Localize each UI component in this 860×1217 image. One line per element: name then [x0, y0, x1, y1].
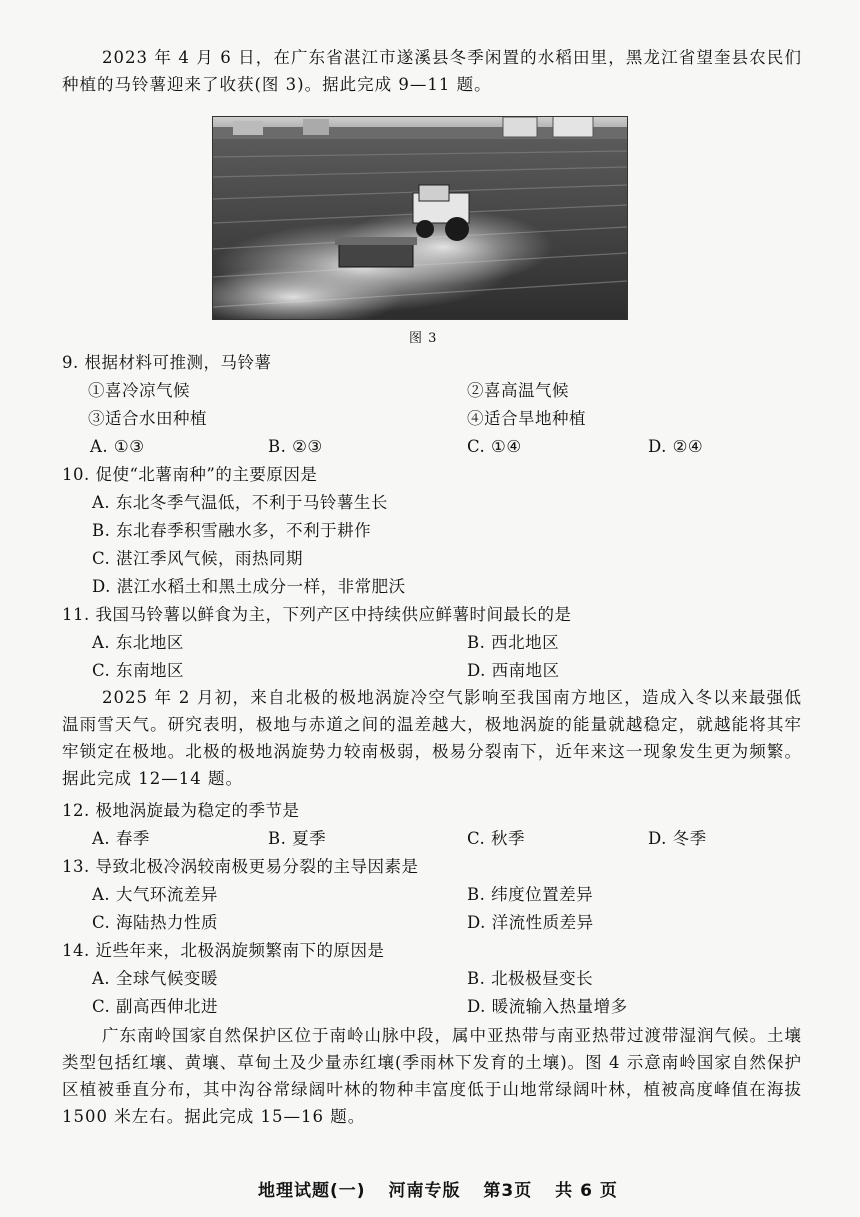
- q13-option-c: C. 海陆热力性质: [92, 913, 219, 932]
- q14-option-a: A. 全球气候变暖: [92, 969, 218, 988]
- q13-option-b: B. 纬度位置差异: [467, 885, 594, 904]
- q10-option-b: B. 东北春季积雪融水多，不利于耕作: [92, 521, 372, 540]
- q9-option-d: D. ②④: [648, 437, 704, 456]
- question-10-stem: 10. 促使“北薯南种”的主要原因是: [62, 465, 318, 484]
- q14-option-c: C. 副高西伸北进: [92, 997, 219, 1016]
- q9-option-b: B. ②③: [268, 437, 323, 456]
- q10-option-d: D. 湛江水稻土和黑土成分一样，非常肥沃: [92, 577, 406, 596]
- question-11-stem: 11. 我国马铃薯以鲜食为主，下列产区中持续供应鲜薯时间最长的是: [62, 605, 572, 624]
- q11-option-d: D. 西南地区: [467, 661, 560, 680]
- q14-option-d: D. 暖流输入热量增多: [467, 997, 628, 1016]
- intro-passage-1: 2023 年 4 月 6 日，在广东省湛江市遂溪县冬季闲置的水稻田里，黑龙江省望奎县农民们种植的马铃薯迎来了收获(图 3)。据此完成 9—11 题。: [62, 48, 802, 94]
- intro-passage-2: 2025 年 2 月初，来自北极的极地涡旋冷空气影响至我国南方地区，造成入冬以来最强低温雨雪天气。研究表明，极地与赤道之间的温差越大，极地涡旋的能量就越稳定，就越能将其牢牢锁定在极地。北极的极地涡旋势力较南极弱，极易分裂南下，近年来这一现象发生更为频繁。据此完成 12—14 题。: [62, 688, 802, 788]
- q9-option-a: A. ①③: [90, 437, 145, 456]
- q9-option-c: C. ①④: [467, 437, 522, 456]
- question-14-stem: 14. 近些年来，北极涡旋频繁南下的原因是: [62, 941, 385, 960]
- q10-option-c: C. 湛江季风气候，雨热同期: [92, 549, 304, 568]
- question-13-stem: 13. 导致北极冷涡较南极更易分裂的主导因素是: [62, 857, 419, 876]
- q9-statement-1: ①喜冷凉气候: [88, 381, 190, 400]
- footer-total: 共 6 页: [555, 1181, 618, 1201]
- q12-option-c: C. 秋季: [467, 829, 526, 848]
- figure-caption: 图 3: [409, 331, 438, 346]
- q9-statement-3: ③适合水田种植: [88, 409, 207, 428]
- intro-passage-3: 广东南岭国家自然保护区位于南岭山脉中段，属中亚热带与南亚热带过渡带湿润气候。土壤类型包括红壤、黄壤、草甸土及少量赤红壤(季雨林下发育的土壤)。图 4 示意南岭国家自然保护区植被垂直分布，其中沟谷常绿阔叶林的物种丰富度低于山地常绿阔叶林，植被高度峰值在海拔 1500 米左右。据此完成 15—16 题。: [62, 1026, 802, 1126]
- potato-harvest-photo: [213, 117, 627, 319]
- q11-option-c: C. 东南地区: [92, 661, 185, 680]
- question-9-stem: 9. 根据材料可推测，马铃薯: [62, 353, 272, 372]
- footer-edition: 河南专版: [388, 1181, 461, 1201]
- q11-option-b: B. 西北地区: [467, 633, 560, 652]
- q13-option-a: A. 大气环流差异: [92, 885, 218, 904]
- q9-statement-2: ②喜高温气候: [467, 381, 569, 400]
- figure-3-photo: [212, 116, 628, 320]
- q10-option-a: A. 东北冬季气温低，不利于马铃薯生长: [92, 493, 388, 512]
- footer-subject: 地理试题(一): [258, 1181, 366, 1201]
- q11-option-a: A. 东北地区: [92, 633, 184, 652]
- q13-option-d: D. 洋流性质差异: [467, 913, 594, 932]
- q9-statement-4: ④适合旱地种植: [467, 409, 586, 428]
- footer-page: 第3页: [483, 1181, 533, 1201]
- q12-option-a: A. 春季: [92, 829, 150, 848]
- question-12-stem: 12. 极地涡旋最为稳定的季节是: [62, 801, 300, 820]
- q12-option-b: B. 夏季: [268, 829, 327, 848]
- q14-option-b: B. 北极极昼变长: [467, 969, 594, 988]
- q12-option-d: D. 冬季: [648, 829, 707, 848]
- page-footer: [258, 1176, 634, 1201]
